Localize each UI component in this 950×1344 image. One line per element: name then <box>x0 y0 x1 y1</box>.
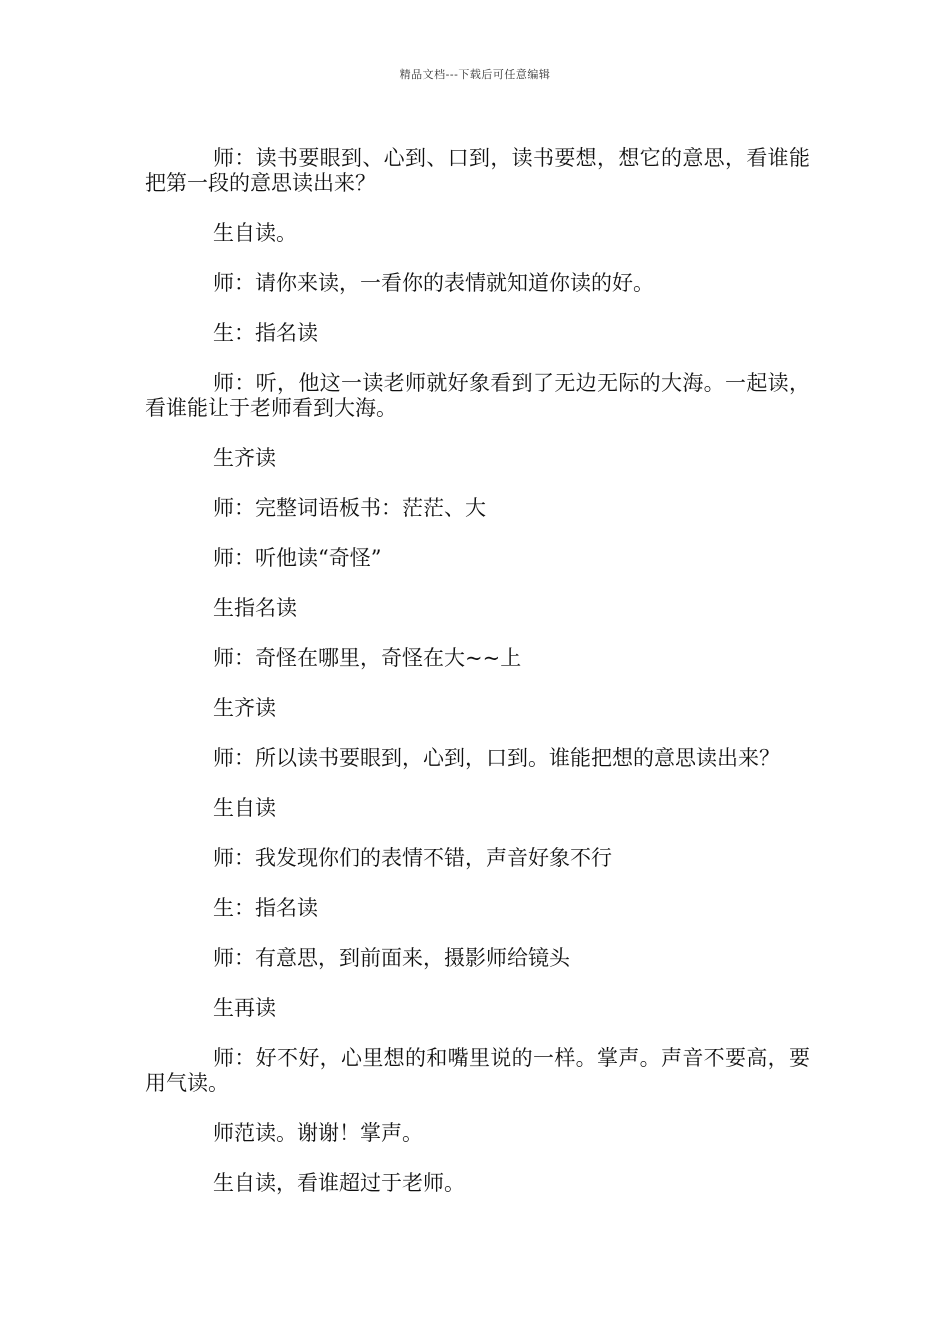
paragraph: 生齐读 <box>213 446 276 470</box>
paragraph: 生指名读 <box>213 596 297 620</box>
paragraph: 师：完整词语板书：茫茫、大 <box>213 496 486 520</box>
paragraph: 生：指名读 <box>213 896 318 920</box>
paragraph: 生自读。 <box>213 221 297 245</box>
paragraph: 生自读 <box>213 796 276 820</box>
paragraph: 师：请你来读，一看你的表情就知道你读的好。 <box>213 271 654 295</box>
document-body <box>145 146 810 1221</box>
paragraph: 师：有意思，到前面来，摄影师给镜头 <box>213 946 570 970</box>
page-header: 精品文档---下载后可任意编辑 <box>399 68 551 81</box>
paragraph: 师：所以读书要眼到，心到，口到。谁能把想的意思读出来？ <box>213 746 780 770</box>
paragraph: 生再读 <box>213 996 276 1020</box>
paragraph: 生：指名读 <box>213 321 318 345</box>
paragraph: 师：听，他这一读老师就好象看到了无边无际的大海。一起读，看谁能让于老师看到大海。 <box>145 371 810 420</box>
paragraph: 师：我发现你们的表情不错，声音好象不行 <box>213 846 612 870</box>
paragraph: 生齐读 <box>213 696 276 720</box>
paragraph: 师：读书要眼到、心到、口到，读书要想，想它的意思，看谁能把第一段的意思读出来？ <box>145 146 810 195</box>
paragraph: 生自读，看谁超过于老师。 <box>213 1171 465 1195</box>
paragraph: 师：听他读“奇怪” <box>213 546 382 570</box>
paragraph: 师范读。谢谢！掌声。 <box>213 1121 423 1145</box>
paragraph: 师：奇怪在哪里，奇怪在大~~上 <box>213 646 522 670</box>
paragraph: 师：好不好，心里想的和嘴里说的一样。掌声。声音不要高，要用气读。 <box>145 1046 810 1095</box>
